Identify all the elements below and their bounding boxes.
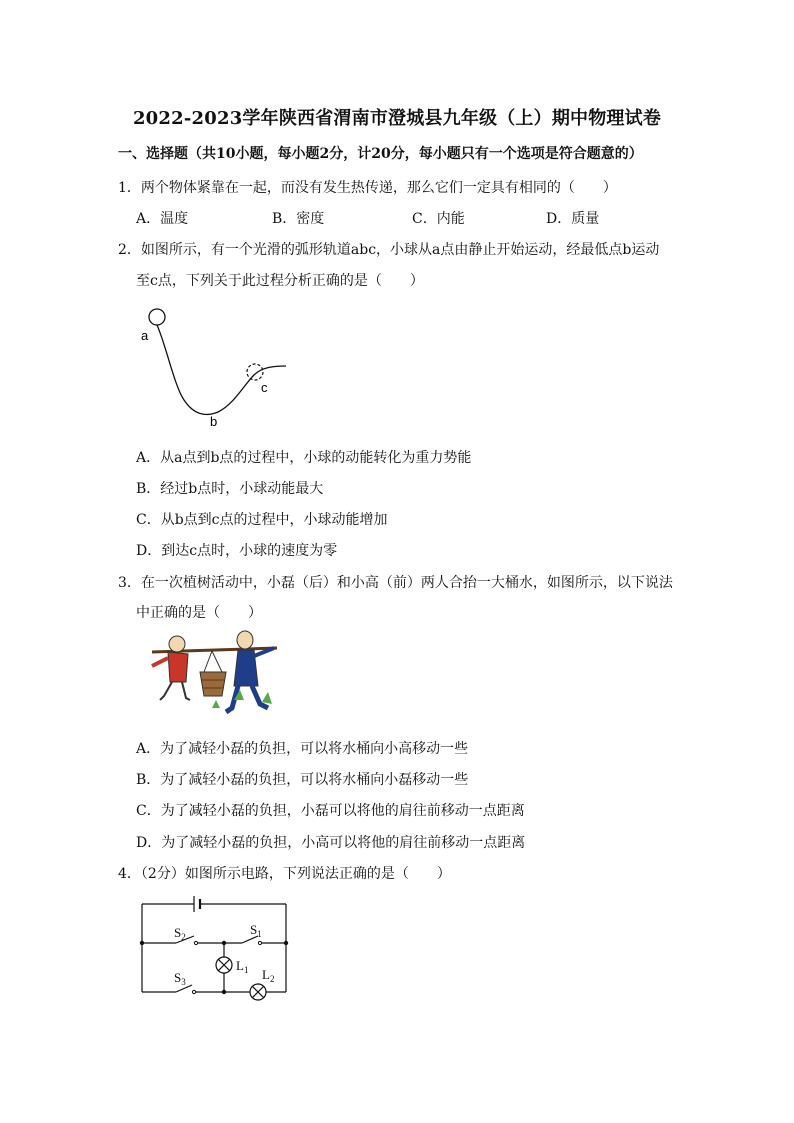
question-3-stem-line2: 中正确的是（ ）	[136, 605, 262, 621]
question-1-option-c: C．内能	[412, 211, 465, 227]
question-2-stem-line1: 2．如图所示，有一个光滑的弧形轨道abc，小球从a点由静止开始运动，经最低点b运动	[118, 242, 660, 258]
label-l1-sub: 1	[243, 965, 249, 975]
ball-at-c-dashed	[247, 364, 263, 380]
svg-text:S3	[174, 970, 186, 987]
label-l1: L	[236, 958, 244, 973]
question-2-option-b: B．经过b点时，小球动能最大	[136, 481, 324, 497]
arc-track	[157, 325, 286, 414]
question-3-option-a: A．为了减轻小磊的负担，可以将水桶向小高移动一些	[136, 741, 469, 757]
question-3-option-c: C．为了减轻小磊的负担，小磊可以将他的肩往前移动一点距离	[136, 803, 525, 819]
label-s3: S	[174, 970, 182, 985]
label-b: b	[210, 414, 218, 429]
question-4-stem: 4．（2分）如图所示电路，下列说法正确的是（ ）	[118, 866, 451, 882]
label-s1: S	[250, 922, 258, 937]
question-3-option-b: B．为了减轻小磊的负担，可以将水桶向小磊移动一些	[136, 772, 469, 788]
question-1-option-d: D．质量	[546, 211, 600, 227]
label-s3-sub: 3	[181, 977, 186, 987]
label-l2: L	[262, 967, 270, 982]
question-3-option-d: D．为了减轻小磊的负担，小高可以将他的肩往前移动一点距离	[136, 835, 526, 851]
label-l2-sub: 2	[269, 974, 275, 984]
question-1-option-a: A．温度	[136, 211, 189, 227]
svg-text:L1	[236, 958, 248, 975]
track-figure	[136, 300, 296, 432]
carrying-water-illustration	[142, 630, 292, 720]
label-a: a	[141, 328, 149, 343]
label-c: c	[261, 380, 268, 395]
svg-text:S2	[174, 925, 186, 942]
label-s2: S	[174, 925, 182, 940]
question-1-option-b: B．密度	[272, 211, 325, 227]
question-2-option-c: C．从b点到c点的过程中，小球动能增加	[136, 512, 388, 528]
question-3-stem-line1: 3．在一次植树活动中，小磊（后）和小高（前）两人合抬一大桶水，如图所示，以下说法	[118, 575, 673, 591]
label-s2-sub: 2	[181, 932, 186, 942]
svg-text:S1	[250, 922, 262, 939]
question-2-option-a: A．从a点到b点的过程中，小球的动能转化为重力势能	[136, 450, 472, 466]
svg-text:L2	[262, 967, 274, 984]
question-1-stem: 1．两个物体紧靠在一起，而没有发生热传递，那么它们一定具有相同的（ ）	[118, 180, 617, 196]
label-s1-sub: 1	[257, 929, 262, 939]
circuit-diagram	[136, 888, 296, 1008]
question-2-stem-line2: 至c点，下列关于此过程分析正确的是（ ）	[136, 273, 424, 289]
section-heading: 一、选择题（共10小题，每小题2分，计20分，每小题只有一个选项是符合题意的）	[118, 146, 643, 162]
page-title: 2022-2023学年陕西省渭南市澄城县九年级（上）期中物理试卷	[132, 108, 662, 129]
question-2-option-d: D．到达c点时，小球的速度为零	[136, 543, 338, 559]
ball-at-a	[149, 309, 165, 325]
